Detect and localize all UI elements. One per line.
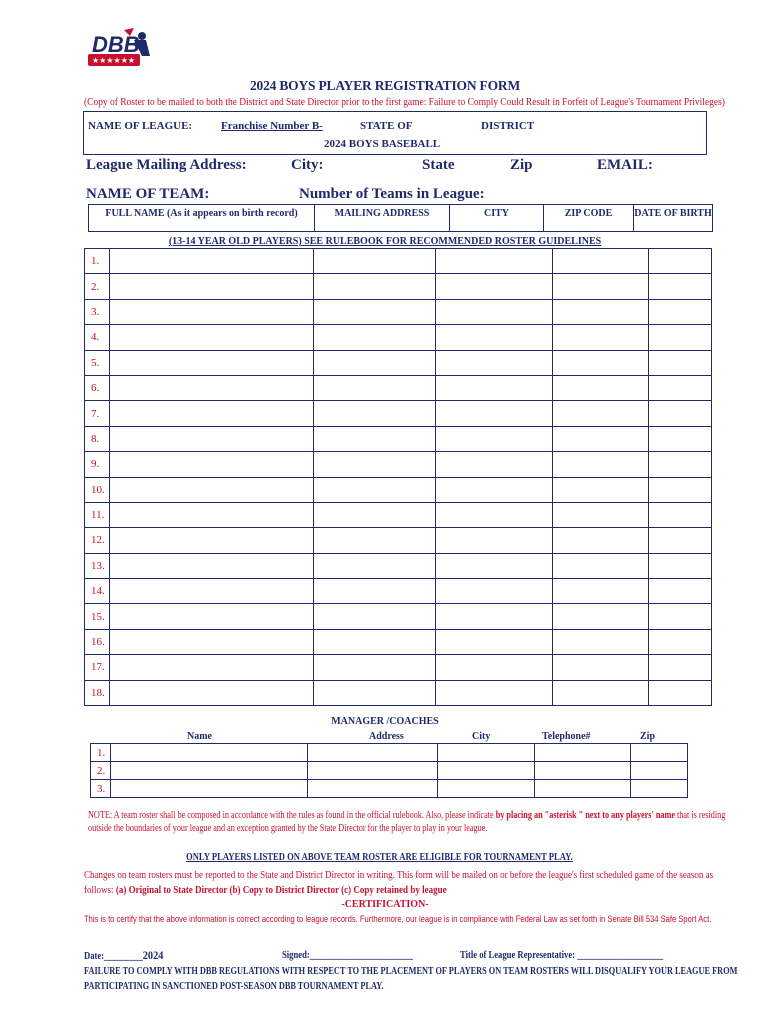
changes-line-2 xyxy=(84,884,447,896)
program-label: 2024 BOYS BASEBALL xyxy=(324,138,441,150)
mgr-col-city: City xyxy=(472,731,491,742)
certification-text: This is to certify that the above information is correct according to league records. Furthermore, our league is in compliance with Federal Law as set forth in Senate Bill 534 Safe Sport Act. xyxy=(84,914,712,925)
player-cell[interactable] xyxy=(649,553,712,578)
manager-row xyxy=(91,780,688,798)
player-row-number: 16. xyxy=(85,629,110,654)
player-cell[interactable] xyxy=(649,680,712,705)
manager-row xyxy=(91,744,688,762)
player-row-number: 10. xyxy=(85,477,110,502)
player-row-number: 15. xyxy=(85,604,110,629)
player-row xyxy=(85,477,712,502)
player-row-number: 6. xyxy=(85,375,110,400)
player-row xyxy=(85,375,712,400)
manager-row xyxy=(91,762,688,780)
player-row xyxy=(85,401,712,426)
manager-table xyxy=(90,743,688,798)
zip-label: Zip xyxy=(510,157,533,173)
representative-title-field[interactable]: Title of League Representative: ____________________ xyxy=(460,950,664,961)
manager-cell[interactable] xyxy=(308,744,438,762)
player-cell[interactable] xyxy=(109,325,313,350)
note-line-1 xyxy=(88,810,725,821)
player-cell[interactable] xyxy=(649,299,712,324)
player-cell[interactable] xyxy=(314,579,436,604)
player-cell[interactable] xyxy=(435,401,552,426)
dbb-logo xyxy=(84,26,158,74)
player-row-number: 14. xyxy=(85,579,110,604)
state-label: State xyxy=(422,157,455,173)
player-cell[interactable] xyxy=(552,477,649,502)
player-row-number: 5. xyxy=(85,350,110,375)
player-cell[interactable] xyxy=(109,629,313,654)
player-cell[interactable] xyxy=(314,553,436,578)
changes-distribution: (a) Original to State Director (b) Copy to District Director (c) Copy retained by league xyxy=(115,884,447,896)
manager-coaches-title: MANAGER /COACHES xyxy=(331,716,439,727)
player-cell[interactable] xyxy=(314,401,436,426)
player-cell[interactable] xyxy=(314,680,436,705)
player-cell[interactable] xyxy=(109,502,313,527)
player-row-number: 4. xyxy=(85,325,110,350)
player-cell[interactable] xyxy=(314,299,436,324)
player-cell[interactable] xyxy=(649,452,712,477)
manager-cell[interactable] xyxy=(110,744,308,762)
player-cell[interactable] xyxy=(552,426,649,451)
signed-field[interactable]: Signed:________________________ xyxy=(282,950,413,961)
player-cell[interactable] xyxy=(435,680,552,705)
player-cell[interactable] xyxy=(435,274,552,299)
player-cell[interactable] xyxy=(649,655,712,680)
player-row xyxy=(85,604,712,629)
date-field[interactable] xyxy=(84,948,163,963)
player-cell[interactable] xyxy=(109,426,313,451)
player-row xyxy=(85,629,712,654)
mgr-col-address: Address xyxy=(369,731,404,742)
player-cell[interactable] xyxy=(552,249,649,274)
player-cell[interactable] xyxy=(314,629,436,654)
manager-cell[interactable] xyxy=(308,762,438,780)
manager-cell[interactable] xyxy=(438,762,534,780)
district-label: DISTRICT xyxy=(481,120,535,132)
player-row xyxy=(85,680,712,705)
player-cell[interactable] xyxy=(649,477,712,502)
player-cell[interactable] xyxy=(552,299,649,324)
eligibility-statement: ONLY PLAYERS LISTED ON ABOVE TEAM ROSTER ARE ELIGIBLE FOR TOURNAMENT PLAY. xyxy=(186,852,573,863)
svg-text:DBB: DBB xyxy=(92,32,140,57)
player-cell[interactable] xyxy=(435,452,552,477)
player-cell[interactable] xyxy=(552,680,649,705)
player-cell[interactable] xyxy=(649,629,712,654)
player-cell[interactable] xyxy=(314,528,436,553)
date-year: 2024 xyxy=(142,948,164,962)
player-row xyxy=(85,579,712,604)
player-cell[interactable] xyxy=(109,579,313,604)
player-cell[interactable] xyxy=(435,299,552,324)
player-row xyxy=(85,502,712,527)
manager-cell[interactable] xyxy=(534,780,630,798)
email-label: EMAIL: xyxy=(597,157,653,173)
col-city: CITY xyxy=(450,205,544,231)
player-cell[interactable] xyxy=(314,325,436,350)
col-mailing-address: MAILING ADDRESS xyxy=(315,205,450,231)
form-title: 2024 BOYS PLAYER REGISTRATION FORM xyxy=(250,78,520,93)
player-cell[interactable] xyxy=(314,426,436,451)
player-cell[interactable] xyxy=(552,350,649,375)
mgr-col-telephone: Telephone# xyxy=(542,731,591,742)
player-cell[interactable] xyxy=(109,249,313,274)
footer-line-2: PARTICIPATING IN SANCTIONED POST-SEASON DBB TOURNAMENT PLAY. xyxy=(84,981,384,992)
player-cell[interactable] xyxy=(649,350,712,375)
player-row-number: 9. xyxy=(85,452,110,477)
player-cell[interactable] xyxy=(552,502,649,527)
mgr-col-name: Name xyxy=(187,731,212,742)
manager-row-number: 2. xyxy=(91,762,111,780)
league-info-box xyxy=(83,111,707,155)
player-row-number: 13. xyxy=(85,553,110,578)
player-cell[interactable] xyxy=(435,629,552,654)
player-row-number: 17. xyxy=(85,655,110,680)
col-date-of-birth: DATE OF BIRTH xyxy=(634,208,712,219)
player-cell[interactable] xyxy=(649,375,712,400)
player-cell[interactable] xyxy=(552,629,649,654)
player-row xyxy=(85,299,712,324)
col-full-name: FULL NAME (As it appears on birth record) xyxy=(89,205,315,231)
player-cell[interactable] xyxy=(552,655,649,680)
roster-mailing-note: (Copy of Roster to be mailed to both the District and State Director prior to the first game: Failure to Comply Could Result in Forfeit of League's Tournament Privileges) xyxy=(84,96,725,108)
player-cell[interactable] xyxy=(314,375,436,400)
player-cell[interactable] xyxy=(649,604,712,629)
player-row xyxy=(85,528,712,553)
player-cell[interactable] xyxy=(314,502,436,527)
player-cell[interactable] xyxy=(552,325,649,350)
player-cell[interactable] xyxy=(435,604,552,629)
svg-text:★★★★★★: ★★★★★★ xyxy=(92,56,136,65)
player-cell[interactable] xyxy=(109,528,313,553)
footer-line-1: FAILURE TO COMPLY WITH DBB REGULATIONS WITH RESPECT TO THE PLACEMENT OF PLAYERS ON TEAM ROSTERS WILL DISQUALIFY YOUR LEAGUE FROM xyxy=(84,966,738,977)
manager-cell[interactable] xyxy=(534,744,630,762)
manager-cell[interactable] xyxy=(534,762,630,780)
name-of-league-label: NAME OF LEAGUE: xyxy=(88,120,193,132)
player-row-number: 12. xyxy=(85,528,110,553)
teams-count-label: Number of Teams in League: xyxy=(299,186,485,202)
franchise-number-label: Franchise Number B- xyxy=(221,120,323,132)
date-label: Date:_________ xyxy=(84,951,143,962)
player-cell[interactable] xyxy=(109,375,313,400)
player-cell[interactable] xyxy=(552,528,649,553)
player-row xyxy=(85,655,712,680)
player-cell[interactable] xyxy=(435,502,552,527)
player-cell[interactable] xyxy=(435,553,552,578)
player-row xyxy=(85,452,712,477)
player-cell[interactable] xyxy=(649,249,712,274)
player-cell[interactable] xyxy=(435,375,552,400)
player-cell[interactable] xyxy=(314,655,436,680)
player-cell[interactable] xyxy=(435,477,552,502)
player-cell[interactable] xyxy=(435,249,552,274)
player-cell[interactable] xyxy=(435,426,552,451)
col-zip-code: ZIP CODE xyxy=(544,205,634,231)
note-suffix: that is residing xyxy=(677,810,726,821)
player-table-header xyxy=(88,204,713,232)
player-cell[interactable] xyxy=(435,655,552,680)
manager-cell[interactable] xyxy=(110,780,308,798)
note-prefix: NOTE: A team roster shall be composed in accordance with the rules as found in the official rulebook. Also, please indicate xyxy=(88,810,494,821)
player-row-number: 11. xyxy=(85,502,110,527)
player-cell[interactable] xyxy=(109,452,313,477)
player-row xyxy=(85,274,712,299)
manager-cell[interactable] xyxy=(630,780,687,798)
note-line-2: outside the boundaries of your league and an exception granted by the State Director for the player to play in your league. xyxy=(88,823,488,834)
player-cell[interactable] xyxy=(109,604,313,629)
player-cell[interactable] xyxy=(314,477,436,502)
changes-prefix: follows: xyxy=(84,884,114,896)
mgr-col-zip: Zip xyxy=(640,731,656,742)
player-cell[interactable] xyxy=(109,274,313,299)
player-cell[interactable] xyxy=(314,274,436,299)
player-row xyxy=(85,325,712,350)
player-cell[interactable] xyxy=(649,325,712,350)
player-cell[interactable] xyxy=(109,299,313,324)
note-emphasis: by placing an "asterisk " next to any players' name xyxy=(495,810,675,821)
player-cell[interactable] xyxy=(649,426,712,451)
player-cell[interactable] xyxy=(314,452,436,477)
player-cell[interactable] xyxy=(552,604,649,629)
manager-cell[interactable] xyxy=(308,780,438,798)
changes-line-1: Changes on team rosters must be reported to the State and District Director in writing. This form will be mailed on or before the league's first scheduled game of the season as xyxy=(84,869,714,881)
player-cell[interactable] xyxy=(314,249,436,274)
player-cell[interactable] xyxy=(649,274,712,299)
player-cell[interactable] xyxy=(552,274,649,299)
player-roster-table xyxy=(84,248,712,706)
player-cell[interactable] xyxy=(552,452,649,477)
player-cell[interactable] xyxy=(109,477,313,502)
player-cell[interactable] xyxy=(552,401,649,426)
player-cell[interactable] xyxy=(314,350,436,375)
player-row-number: 1. xyxy=(85,249,110,274)
player-cell[interactable] xyxy=(314,604,436,629)
player-cell[interactable] xyxy=(552,553,649,578)
player-cell[interactable] xyxy=(109,680,313,705)
manager-cell[interactable] xyxy=(110,762,308,780)
player-row-number: 8. xyxy=(85,426,110,451)
player-cell[interactable] xyxy=(649,579,712,604)
player-row xyxy=(85,350,712,375)
manager-cell[interactable] xyxy=(438,780,534,798)
player-cell[interactable] xyxy=(435,528,552,553)
certification-title: -CERTIFICATION- xyxy=(341,899,429,910)
manager-row-number: 1. xyxy=(91,744,111,762)
manager-cell[interactable] xyxy=(630,744,687,762)
player-cell[interactable] xyxy=(649,401,712,426)
player-cell[interactable] xyxy=(109,553,313,578)
league-mailing-address-label: League Mailing Address: xyxy=(86,157,247,173)
player-cell[interactable] xyxy=(109,655,313,680)
manager-cell[interactable] xyxy=(630,762,687,780)
player-cell[interactable] xyxy=(109,401,313,426)
player-row xyxy=(85,249,712,274)
player-row xyxy=(85,553,712,578)
player-cell[interactable] xyxy=(435,325,552,350)
player-cell[interactable] xyxy=(435,579,552,604)
manager-cell[interactable] xyxy=(438,744,534,762)
manager-row-number: 3. xyxy=(91,780,111,798)
player-cell[interactable] xyxy=(649,502,712,527)
player-row-number: 18. xyxy=(85,680,110,705)
player-cell[interactable] xyxy=(109,350,313,375)
state-of-label: STATE OF xyxy=(360,120,413,132)
player-cell[interactable] xyxy=(649,528,712,553)
player-row-number: 3. xyxy=(85,299,110,324)
player-cell[interactable] xyxy=(552,579,649,604)
player-cell[interactable] xyxy=(552,375,649,400)
player-row xyxy=(85,426,712,451)
player-row-number: 2. xyxy=(85,274,110,299)
player-row-number: 7. xyxy=(85,401,110,426)
city-label: City: xyxy=(291,157,324,173)
roster-guideline: (13-14 YEAR OLD PLAYERS) SEE RULEBOOK FOR RECOMMENDED ROSTER GUIDELINES xyxy=(168,236,602,247)
player-cell[interactable] xyxy=(435,350,552,375)
team-name-label: NAME OF TEAM: xyxy=(86,186,210,202)
